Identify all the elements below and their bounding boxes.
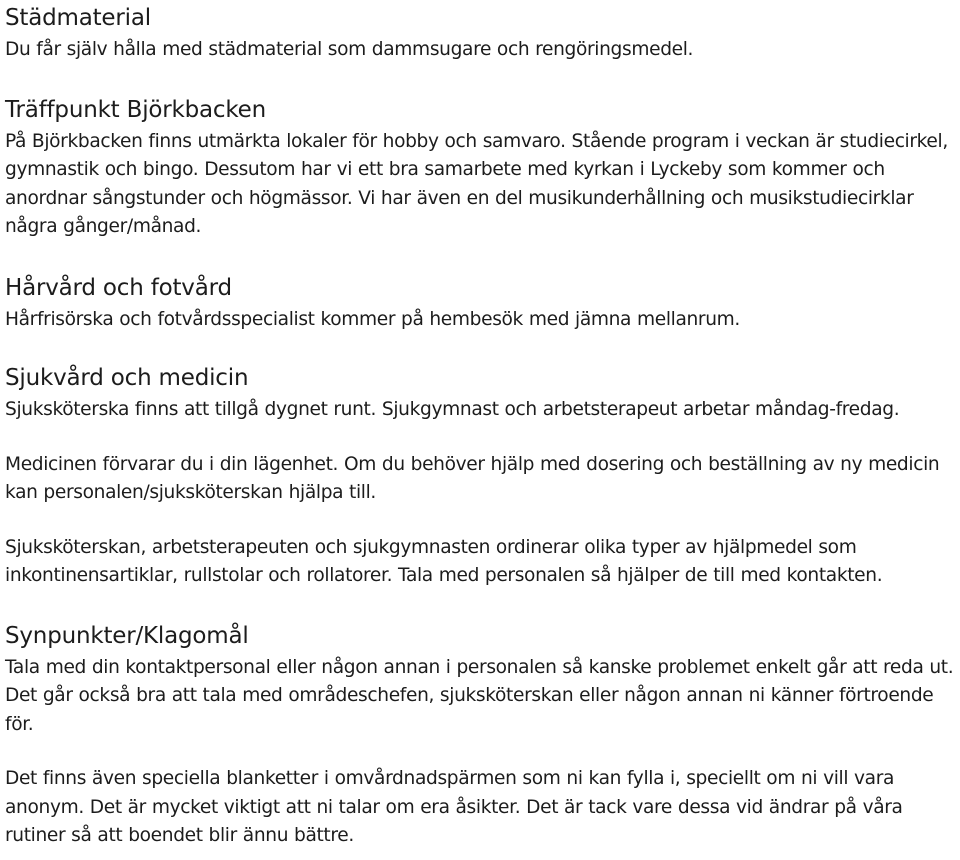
section-paragraph: Sjuksköterska finns att tillgå dygnet runt. Sjukgymnast och arbetsterapeut arbetar måndag-fredag. (5, 399, 900, 420)
section-paragraph: Du får själv hålla med städmaterial som dammsugare och rengöringsmedel. (5, 39, 694, 60)
section-sjukvard-och-medicin (5, 363, 957, 591)
section-heading: Träffpunkt Björkbacken (5, 96, 266, 123)
section-paragraph: Sjuksköterskan, arbetsterapeuten och sjukgymnasten ordinerar olika typer av hjälpmedel som inkontinensartiklar, rullstolar och rollatorer. Tala med personalen så hjälper de till med kontakten. (5, 536, 883, 586)
document-page (5, 0, 957, 851)
section-paragraph: På Björkbacken finns utmärkta lokaler för hobby och samvaro. Stående program i veckan är studiecirkel, gymnastik och bingo. Dessutom har vi ett bra samarbete med kyrkan i Lyckeby som kommer och anordnar sångstunder och högmässor. Vi har även en del musikunderhållning och musikstudiecirklar några gånger/månad. (5, 130, 948, 237)
section-heading: Städmaterial (5, 5, 151, 31)
section-heading: Sjukvård och medicin (5, 365, 249, 391)
section-heading: Hårvård och fotvård (5, 274, 232, 301)
section-heading: Synpunkter/Klagomål (5, 622, 249, 649)
section-harvard-och-fotvard (5, 273, 957, 335)
section-stadmaterial (5, 0, 957, 65)
section-synpunkter-klagomal (5, 621, 957, 851)
section-paragraph: Medicinen förvarar du i din lägenhet. Om du behöver hjälp med dosering och beställning av ny medicin kan personalen/sjuksköterskan hjälpa till. (5, 453, 940, 503)
section-paragraph: Tala med din kontaktpersonal eller någon annan i personalen så kanske problemet enkelt går att reda ut. Det går också bra att tala med områdeschefen, sjuksköterskan eller någon annan ni känner förtroende för. (5, 656, 954, 735)
section-paragraph: Det finns även speciella blanketter i omvårdnadspärmen som ni kan fylla i, speciellt om ni vill vara anonym. Det är mycket viktigt att ni talar om era åsikter. Det är tack vare dessa vid ändrar på våra rutiner så att boendet blir ännu bättre. (5, 768, 903, 846)
section-paragraph: Hårfrisörska och fotvårdsspecialist kommer på hembesök med jämna mellanrum. (5, 308, 740, 330)
section-traffpunkt-bjorkbacken (5, 95, 957, 242)
